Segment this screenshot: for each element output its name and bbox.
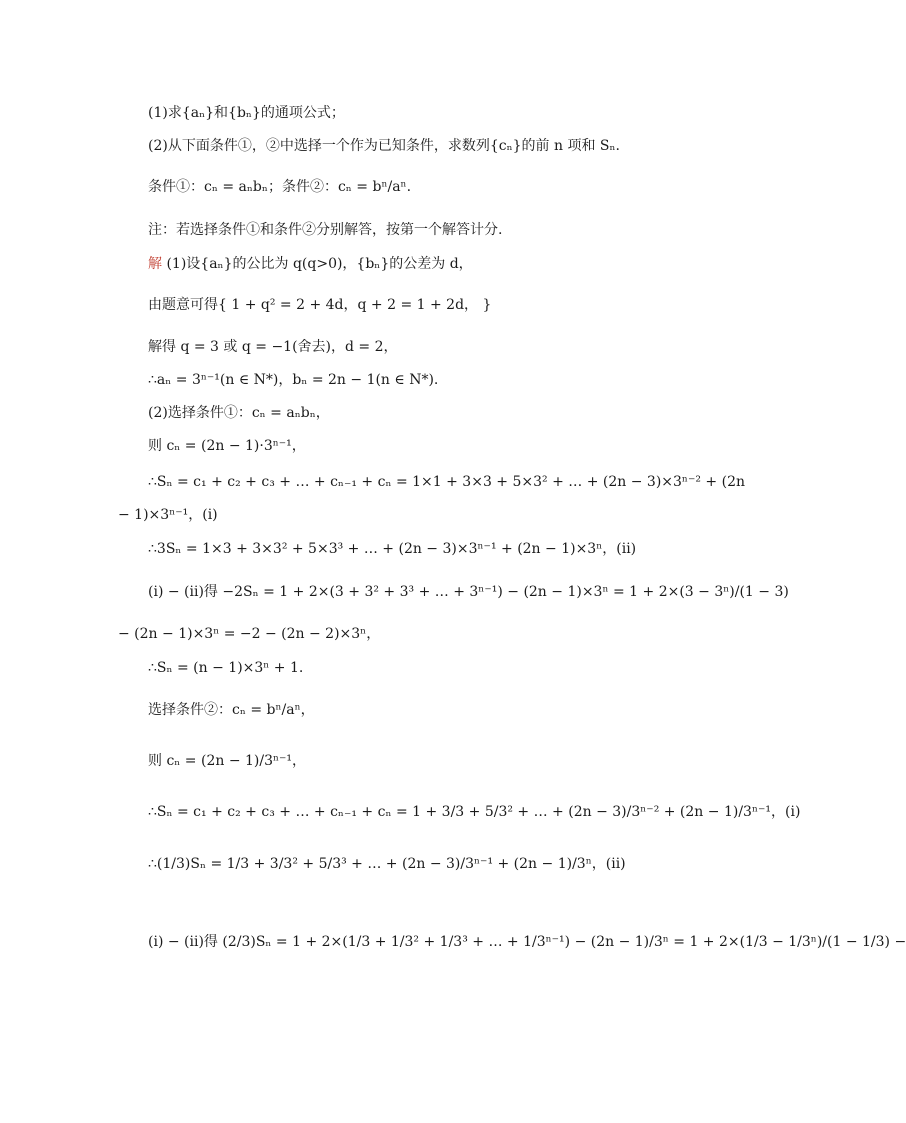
choose-condition-2: 选择条件②：cₙ = bⁿ/aⁿ， [148, 702, 315, 718]
subtract-2: (ⅰ) − (ⅱ)得 (2/3)Sₙ = 1 + 2×(1/3 + 1/3² + 1/3³ + … + 1/3ⁿ⁻¹) − (2n − 1)/3ⁿ = 1 + 2×(1/3 − 1/3ⁿ)/(1 − 1/3) − [148, 934, 906, 950]
system-of-equations: 由题意可得{ 1 + q² = 2 + 4d，q + 2 = 1 + 2d， } [148, 297, 492, 313]
part-1-question: (1)求{aₙ}和{bₙ}的通项公式； [148, 105, 345, 121]
choose-condition-1: (2)选择条件①：cₙ = aₙbₙ， [148, 405, 330, 421]
cn-condition-1: 则 cₙ = (2n − 1)·3ⁿ⁻¹， [148, 438, 306, 454]
general-terms: ∴aₙ = 3ⁿ⁻¹(n ∈ N*)，bₙ = 2n − 1(n ∈ N*). [148, 372, 439, 388]
sum-expansion-1: ∴Sₙ = c₁ + c₂ + c₃ + … + cₙ₋₁ + cₙ = 1×1 + 3×3 + 5×3² + … + (2n − 3)×3ⁿ⁻² + (2n [148, 474, 745, 490]
subtract-1-cont: − (2n − 1)×3ⁿ = −2 − (2n − 2)×3ⁿ， [118, 626, 381, 642]
note: 注：若选择条件①和条件②分别解答，按第一个解答计分. [148, 222, 503, 238]
third-sn: ∴(1/3)Sₙ = 1/3 + 3/3² + 5/3³ + … + (2n − 3)/3ⁿ⁻¹ + (2n − 1)/3ⁿ，(ⅱ) [148, 856, 626, 872]
conditions: 条件①：cₙ = aₙbₙ；条件②：cₙ = bⁿ/aⁿ. [148, 179, 412, 195]
sum-expansion-2: ∴Sₙ = c₁ + c₂ + c₃ + … + cₙ₋₁ + cₙ = 1 + 3/3 + 5/3² + … + (2n − 3)/3ⁿ⁻² + (2n − 1)/3ⁿ⁻¹，(ⅰ) [148, 804, 801, 820]
solution-intro-text: (1)设{aₙ}的公比为 q(q>0)，{bₙ}的公差为 d， [166, 256, 473, 272]
cn-condition-2: 则 cₙ = (2n − 1)/3ⁿ⁻¹， [148, 753, 307, 769]
sum-expansion-1-cont: − 1)×3ⁿ⁻¹，(ⅰ) [118, 507, 218, 523]
solve-q-d: 解得 q = 3 或 q = −1(舍去)，d = 2， [148, 339, 398, 355]
subtract-1: (ⅰ) − (ⅱ)得 −2Sₙ = 1 + 2×(3 + 3² + 3³ + … + 3ⁿ⁻¹) − (2n − 1)×3ⁿ = 1 + 2×(3 − 3ⁿ)/(1 − 3) [148, 584, 789, 600]
solution-label: 解 [148, 256, 162, 272]
three-sn: ∴3Sₙ = 1×3 + 3×3² + 5×3³ + … + (2n − 3)×3ⁿ⁻¹ + (2n − 1)×3ⁿ，(ⅱ) [148, 541, 637, 557]
sn-result-1: ∴Sₙ = (n − 1)×3ⁿ + 1. [148, 660, 304, 676]
part-2-question: (2)从下面条件①，②中选择一个作为已知条件，求数列{cₙ}的前 n 项和 Sₙ. [148, 138, 621, 154]
solution-intro [148, 255, 473, 273]
